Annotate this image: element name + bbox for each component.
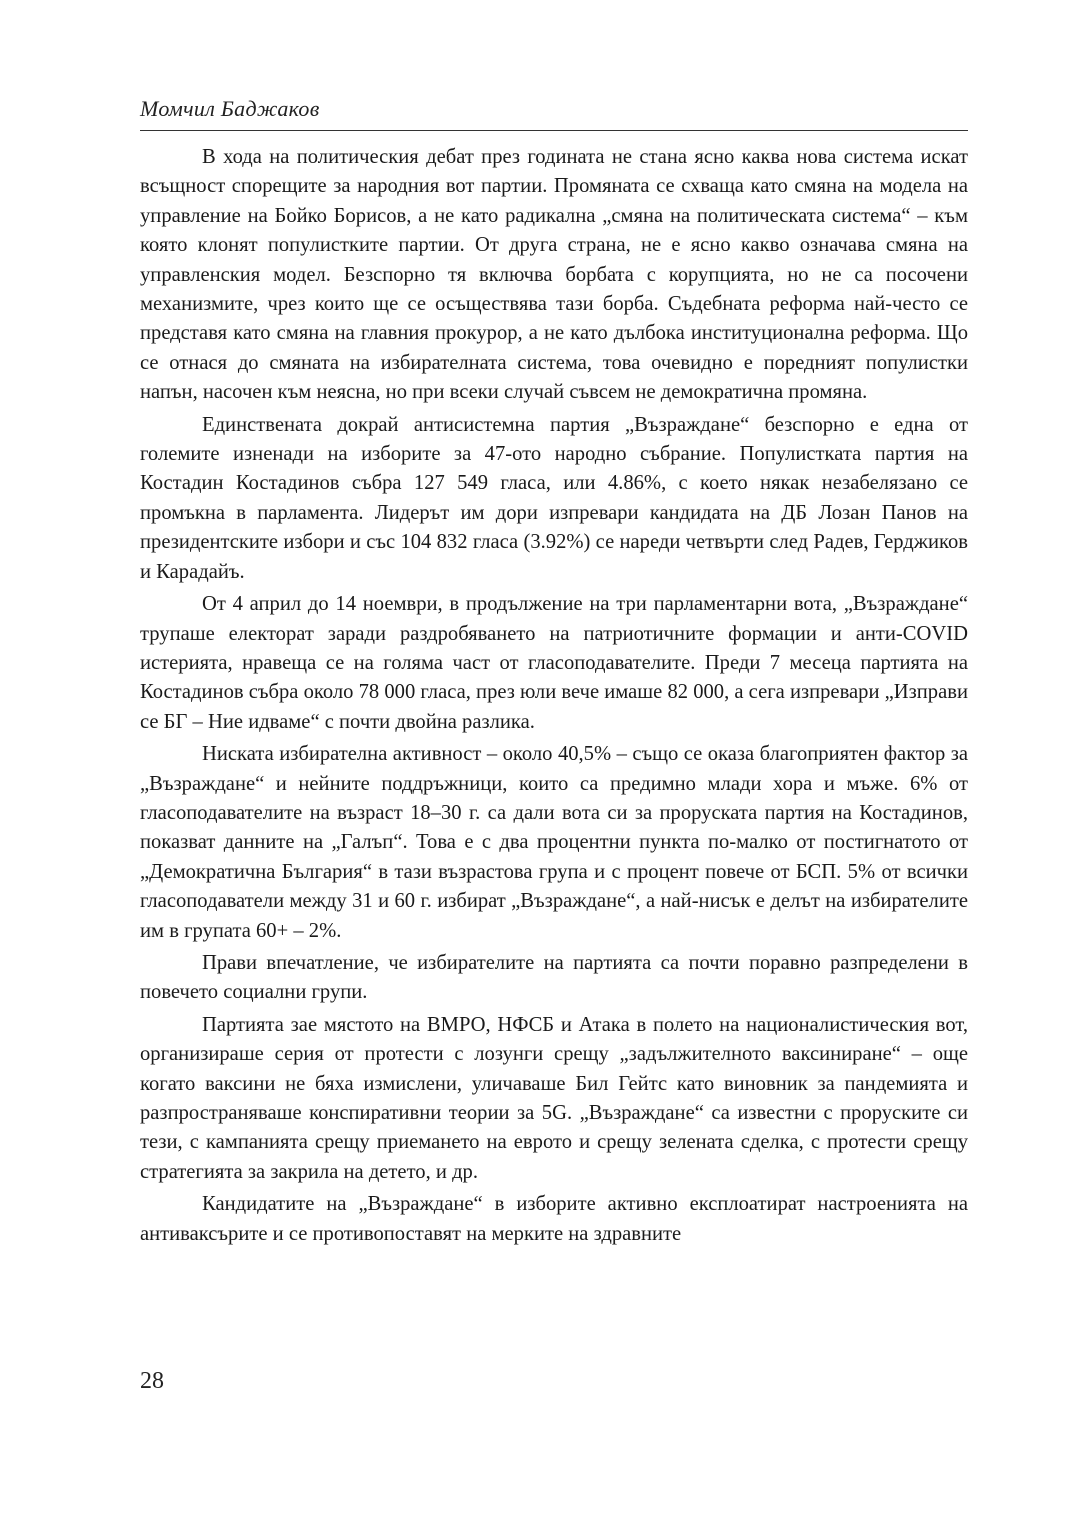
paragraph-3: От 4 април до 14 ноември, в продължение на три парламентарни вота, „Възраждане“ трупаше електорат заради раздробяването на патриотичните формации и анти-COVID истерията, нравеща се на голяма част от гласоподавателите. Преди 7 месеца партията на Костадинов събра около 78 000 гласа, през юли вече имаше 82 000, а сега изпревари „Изправи се БГ – Ние идваме“ с почти двойна разлика. [140, 593, 968, 733]
header-divider [140, 130, 968, 131]
paragraph-1: В хода на политическия дебат през годината не стана ясно каква нова система искат всъщност спорещите за народния вот партии. Промяната се схваща като смяна на модела на управление на Бойко Борисов, а не като радикална „смяна на политическата система“ – към която клонят популистките партии. От друга страна, не е ясно какво означава смяна на управленския модел. Безспорно тя включва борбата с корупцията, но не са посочени механизмите, чрез които ще се осъществява тази борба. Съдебната реформа най-често се представя като смяна на главния прокурор, а не като дълбока институционална реформа. Що се отнася до смяната на избирателната система, това очевидно е поредният популистки напън, насочен към неясна, но при всеки случай съвсем не демократична промяна. [140, 146, 968, 404]
running-header-author: Момчил Баджаков [140, 96, 320, 121]
paragraph-2: Единствената докрай антисистемна партия „Възраждане“ безспорно е една от големите изненади на изборите за 47-ото народно събрание. Популистката партия на Костадин Костадинов събра 127 549 гласа, или 4.86%, с което някак незабелязано се промъкна в парламента. Лидерът им дори изпревари кандидата на ДБ Лозан Панов на президентските избори и със 104 832 гласа (3.92%) се нареди четвърти след Радев, Герджиков и Карадайъ. [140, 413, 968, 583]
page-number: 28 [140, 1368, 164, 1394]
body-text [140, 143, 968, 1252]
paragraph-7: Кандидатите на „Възраждане“ в изборите активно експлоатират настроенията на антиваксърите и се противопоставят на мерките на здравните [140, 1193, 968, 1245]
paragraph-6: Партията зае мястото на ВМРО, НФСБ и Атака в полето на националистическия вот, организираше серия от протести с лозунги срещу „задължителното ваксиниране“ – още когато ваксини не бяха измислени, уличаваше Бил Гейтс като виновник за пандемията и разпространяваше конспиративни теории за 5G. „Възраждане“ са известни с проруските си тези, с кампанията срещу приемането на еврото и срещу зелената сделка, с протести срещу стратегията за закрила на детето, и др. [140, 1013, 968, 1183]
paragraph-5: Прави впечатление, че избирателите на партията са почти поравно разпределени в повечето социални групи. [140, 951, 968, 1004]
paragraph-4: Ниската избирателна активност – около 40,5% – също се оказа благоприятен фактор за „Възраждане“ и нейните поддръжници, които са предимно млади хора и мъже. 6% от гласоподавателите на възраст 18–30 г. са дали вота си за проруската партия на Костадинов, показват данните на „Галъп“. Това е с два процентни пункта по-малко от постигнатото от „Демократична България“ в тази възрастова група и с процент повече от БСП. 5% от всички гласоподаватели между 31 и 60 г. избират „Възраждане“, а най-нисък е делът на избирателите им в групата 60+ – 2%. [140, 743, 968, 942]
